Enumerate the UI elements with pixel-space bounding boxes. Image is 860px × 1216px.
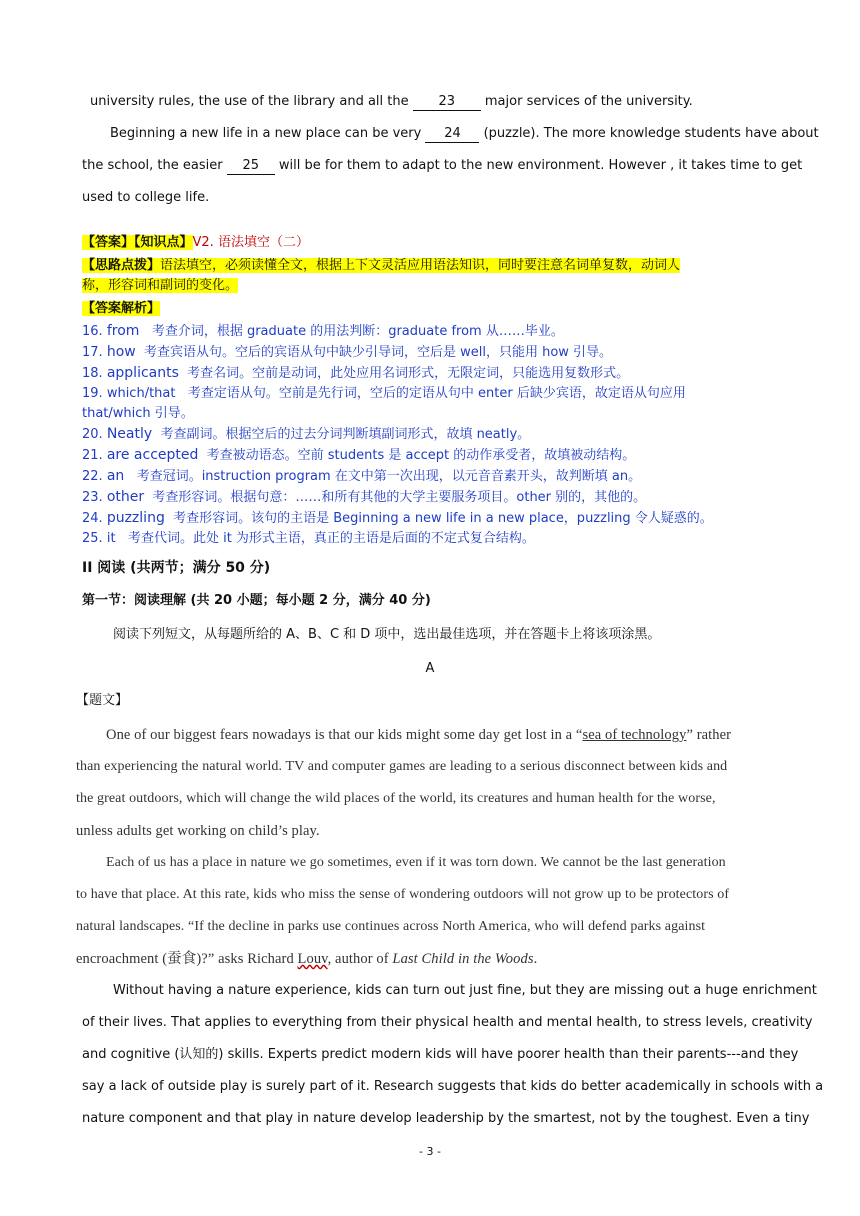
analysis-tag: 【答案解析】 — [82, 301, 161, 316]
underlined-name: Louv — [297, 951, 328, 967]
blank-24: 24 — [425, 126, 479, 143]
line-text: university rules, the use of the library and all the — [90, 94, 409, 109]
analysis-header — [82, 300, 784, 318]
line-text: will be for them to adapt to the new environment. However , it takes time to get — [278, 158, 803, 173]
passage-line: Without having a nature experience, kids can turn out just fine, but they are missing out a huge enrichment — [113, 983, 817, 998]
answer-word: how — [106, 344, 136, 360]
answer-explanation: 考查冠词。instruction program 在文中第一次出现，以元音音素开头，故判断填 an。 — [136, 469, 642, 484]
text-line — [82, 158, 803, 175]
passage-line: of their lives. That applies to everything from their physical health and mental health, to stress levels, creativity — [82, 1015, 813, 1030]
answer-explanation: 考查被动语态。空前 students 是 accept 的动作承受者，故填被动结构。 — [206, 448, 636, 463]
passage-line: and cognitive (认知的) skills. Experts predict modern kids will have poorer health than their parents---and they — [82, 1047, 799, 1062]
answer-explanation: 考查定语从句。空前是先行词，空后的定语从句中 enter 后缺少宾语，故定语从句应用 — [187, 386, 686, 401]
answer-explanation: 考查副词。根据空后的过去分词判断填副词形式，故填 neatly。 — [160, 427, 531, 442]
list-item: 16. from 考查介词，根据 graduate 的用法判断：graduate from 从……毕业。 — [82, 323, 564, 339]
answer-header — [82, 234, 784, 252]
blank-25: 25 — [227, 158, 275, 175]
passage-line: say a lack of outside play is surely part of it. Research suggests that kids do better academically in schools with a — [82, 1079, 824, 1094]
passage-line: unless adults get working on child’s play. — [76, 823, 320, 839]
list-item: 20. Neatly 考查副词。根据空后的过去分词判断填副词形式，故填 neatly。 — [82, 426, 531, 442]
hint-text: 语法填空，必须读懂全文，根据上下文灵活应用语法知识，同时要注意名词单复数，动词人 — [160, 258, 681, 273]
line-text: major services of the university. — [484, 94, 693, 109]
answer-explanation: that/which 引导。 — [82, 406, 194, 421]
answer-explanation: 考查介词，根据 graduate 的用法判断：graduate from 从……毕业。 — [151, 324, 564, 339]
answer-word: which/that — [106, 386, 176, 401]
passage-line: One of our biggest fears nowadays is that our kids might some day get lost in a “sea of technology” rather — [106, 727, 732, 743]
book-title: Last Child in the Woods — [392, 951, 534, 967]
answer-word: puzzling — [106, 510, 165, 526]
answer-word: applicants — [106, 365, 179, 381]
hint-block — [82, 256, 784, 296]
answer-word: are accepted — [106, 447, 199, 463]
line-text: Beginning a new life in a new place can be very — [110, 126, 422, 141]
list-item: 19. which/that 考查定语从句。空前是先行词，空后的定语从句中 enter 后缺少宾语，故定语从句应用 — [82, 386, 686, 401]
line-text: used to college life. — [82, 190, 210, 205]
line-text: the school, the easier — [82, 158, 223, 173]
answer-explanation: 考查宾语从句。空后的宾语从句中缺少引导词，空后是 well，只能用 how 引导。 — [143, 345, 613, 360]
list-item: 25. it 考查代词。此处 it 为形式主语，真正的主语是后面的不定式复合结构。 — [82, 531, 535, 546]
text-tag: 【题文】 — [76, 693, 129, 708]
instruction-text: 阅读下列短文，从每题所给的 A、B、C 和 D 项中，选出最佳选项，并在答题卡上将该项涂黑。 — [113, 627, 661, 642]
passage-line: the great outdoors, which will change the wild places of the world, its creatures and human health for the worse, — [76, 791, 716, 806]
answer-word: other — [106, 489, 145, 505]
passage-line: natural landscapes. “If the decline in parks use continues across North America, who will defend parks against — [76, 919, 706, 934]
list-item: 23. other 考查形容词。根据句意：……和所有其他的大学主要服务项目。other 别的，其他的。 — [82, 489, 647, 505]
text-line — [90, 94, 792, 111]
passage-line: than experiencing the natural world. TV and computer games are leading to a serious disconnect between kids and — [76, 759, 728, 774]
hint-tag: 【思路点拨】 — [82, 258, 161, 273]
list-item: 17. how 考查宾语从句。空后的宾语从句中缺少引导词，空后是 well，只能用 how 引导。 — [82, 344, 613, 360]
answer-explanation: 考查代词。此处 it 为形式主语，真正的主语是后面的不定式复合结构。 — [127, 531, 535, 546]
page-number: - 3 - — [419, 1145, 441, 1158]
hint-text: 称，形容词和副词的变化。 — [82, 278, 239, 293]
knowledge-topic: V2. 语法填空（二） — [192, 235, 309, 250]
passage-line: encroachment (蚕食)?” asks Richard Louv, author of Last Child in the Woods. — [76, 951, 538, 967]
text-line — [110, 126, 819, 143]
answer-tag: 【答案】【知识点】 — [82, 235, 193, 250]
part-title: 第一节：阅读理解 (共 20 小题；每小题 2 分，满分 40 分) — [82, 593, 431, 608]
answer-word: from — [106, 323, 140, 339]
text-line — [82, 190, 784, 206]
blank-23: 23 — [413, 94, 481, 111]
passage-line: to have that place. At this rate, kids who miss the sense of wondering outdoors will not grow up to be protectors of — [76, 887, 730, 902]
answer-list — [82, 321, 784, 549]
answer-word: it — [106, 531, 116, 546]
passage-line: nature component and that play in nature develop leadership by the smartest, not by the toughest. Even a tiny — [82, 1111, 810, 1126]
answer-word: Neatly — [106, 426, 153, 442]
answer-word: an — [106, 468, 125, 484]
list-item: 21. are accepted 考查被动语态。空前 students 是 accept 的动作承受者，故填被动结构。 — [82, 447, 636, 463]
list-item: 18. applicants 考查名词。空前是动词，此处应用名词形式，无限定词，只能选用复数形式。 — [82, 365, 630, 381]
list-item — [82, 404, 784, 424]
list-item: 24. puzzling 考查形容词。该句的主语是 Beginning a new life in a new place，puzzling 令人疑惑的。 — [82, 510, 713, 526]
section-title: II 阅读 (共两节；满分 50 分) — [82, 560, 271, 576]
underlined-phrase: sea of technology — [582, 727, 687, 743]
list-item: 22. an 考查冠词。instruction program 在文中第一次出现，以元音音素开头，故判断填 an。 — [82, 468, 642, 484]
passage-line: Each of us has a place in nature we go sometimes, even if it was torn down. We cannot be the last generation — [106, 855, 726, 870]
passage-label: A — [425, 661, 435, 676]
line-text: (puzzle). The more knowledge students have about — [483, 126, 819, 141]
answer-explanation: 考查形容词。根据句意：……和所有其他的大学主要服务项目。other 别的，其他的。 — [152, 490, 647, 505]
answer-explanation: 考查名词。空前是动词，此处应用名词形式，无限定词，只能选用复数形式。 — [187, 366, 630, 381]
answer-explanation: 考查形容词。该句的主语是 Beginning a new life in a new place，puzzling 令人疑惑的。 — [173, 511, 713, 526]
